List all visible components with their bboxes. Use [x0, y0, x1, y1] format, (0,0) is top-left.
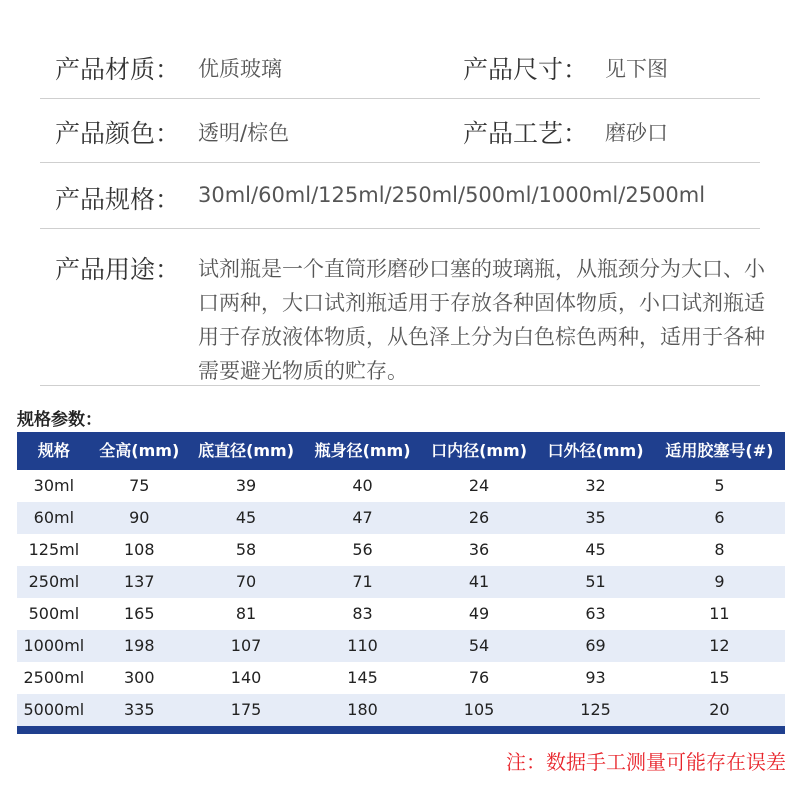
table-row	[17, 630, 785, 662]
table-cell: 35	[537, 502, 654, 534]
use-label: 产品用途：	[55, 255, 181, 284]
table-cell: 107	[188, 630, 305, 662]
spec-value: 30ml/60ml/125ml/250ml/500ml/1000ml/2500ml	[198, 183, 706, 207]
material-value: 优质玻璃	[198, 57, 282, 81]
table-cell: 47	[304, 502, 421, 534]
table-cell: 58	[235, 540, 257, 559]
table-cell: 26	[421, 502, 538, 534]
table-header-row	[17, 432, 785, 470]
column-header: 全高(mm)	[91, 432, 188, 470]
table-cell: 60ml	[17, 502, 91, 534]
table-cell: 71	[304, 566, 421, 598]
table-cell: 5000ml	[17, 694, 91, 726]
table-row	[17, 694, 785, 726]
column-header: 规格	[17, 432, 91, 470]
column-header: 口外径(mm)	[537, 432, 654, 470]
table-cell: 51	[537, 566, 654, 598]
craft-value: 磨砂口	[605, 121, 668, 145]
table-cell: 198	[91, 630, 188, 662]
table-cell: 250ml	[17, 566, 91, 598]
table-row	[17, 598, 785, 630]
table-cell: 45	[585, 540, 606, 559]
table-cell: 175	[188, 694, 305, 726]
table-cell: 75	[129, 476, 150, 495]
table-row	[17, 534, 785, 566]
table-cell: 83	[352, 604, 373, 623]
table-cell: 8	[714, 540, 725, 559]
table-cell: 6	[654, 502, 785, 534]
measurement-note: 注：数据手工测量可能存在误差	[506, 750, 786, 774]
table-cell: 76	[468, 668, 490, 687]
table-cell: 125	[537, 694, 654, 726]
table-cell: 36	[468, 540, 490, 559]
size-value: 见下图	[605, 57, 668, 81]
table-cell: 81	[235, 604, 257, 623]
table-cell: 32	[585, 476, 606, 495]
column-header: 口内径(mm)	[421, 432, 538, 470]
table-cell: 41	[421, 566, 538, 598]
table-cell: 300	[124, 668, 155, 687]
table-cell: 9	[654, 566, 785, 598]
table-cell: 11	[709, 604, 730, 623]
table-cell: 125ml	[28, 540, 80, 559]
spec-label: 产品规格：	[55, 185, 181, 214]
table-cell: 39	[235, 476, 257, 495]
table-cell: 137	[91, 566, 188, 598]
table-cell: 54	[421, 630, 538, 662]
table-row	[17, 662, 785, 694]
color-value: 透明/棕色	[198, 121, 290, 145]
table-bottom-bar	[17, 726, 785, 734]
table-cell: 165	[124, 604, 155, 623]
table-cell: 335	[91, 694, 188, 726]
table-cell: 108	[124, 540, 155, 559]
table-title: 规格参数：	[17, 410, 102, 430]
table-row	[17, 502, 785, 534]
color-label: 产品颜色：	[55, 119, 181, 148]
column-header: 瓶身径(mm)	[304, 432, 421, 470]
material-label: 产品材质：	[55, 55, 181, 84]
table-cell: 2500ml	[23, 668, 85, 687]
craft-label: 产品工艺：	[463, 119, 589, 148]
table-cell: 93	[585, 668, 606, 687]
table-cell: 49	[468, 604, 490, 623]
table-cell: 30ml	[33, 476, 75, 495]
table-cell: 15	[709, 668, 730, 687]
table-cell: 69	[537, 630, 654, 662]
table-cell: 70	[188, 566, 305, 598]
table-cell: 56	[352, 540, 373, 559]
column-header: 底直径(mm)	[188, 432, 305, 470]
table-cell: 110	[304, 630, 421, 662]
table-cell: 45	[188, 502, 305, 534]
table-row	[17, 470, 785, 502]
table-row	[17, 566, 785, 598]
table-cell: 90	[91, 502, 188, 534]
spec-table-section	[17, 432, 785, 775]
table-cell: 500ml	[28, 604, 80, 623]
table-cell: 24	[468, 476, 490, 495]
table-cell: 5	[714, 476, 725, 495]
table-cell: 40	[352, 476, 373, 495]
table-cell: 20	[654, 694, 785, 726]
use-description: 试剂瓶是一个直筒形磨砂口塞的玻璃瓶，从瓶颈分为大口、小口两种，大口试剂瓶适用于存放各种固体物质，小口试剂瓶适用于存放液体物质，从色泽上分为白色棕色两种，适用于各种需要避光物质的贮存。	[198, 257, 765, 383]
column-header: 适用胶塞号(#)	[654, 432, 785, 470]
size-label: 产品尺寸：	[463, 55, 589, 84]
table-cell: 140	[230, 668, 262, 687]
table-cell: 63	[585, 604, 606, 623]
table-cell: 145	[347, 668, 378, 687]
table-cell: 180	[304, 694, 421, 726]
spec-table	[17, 432, 785, 726]
table-cell: 105	[421, 694, 538, 726]
table-cell: 1000ml	[17, 630, 91, 662]
table-cell: 12	[654, 630, 785, 662]
